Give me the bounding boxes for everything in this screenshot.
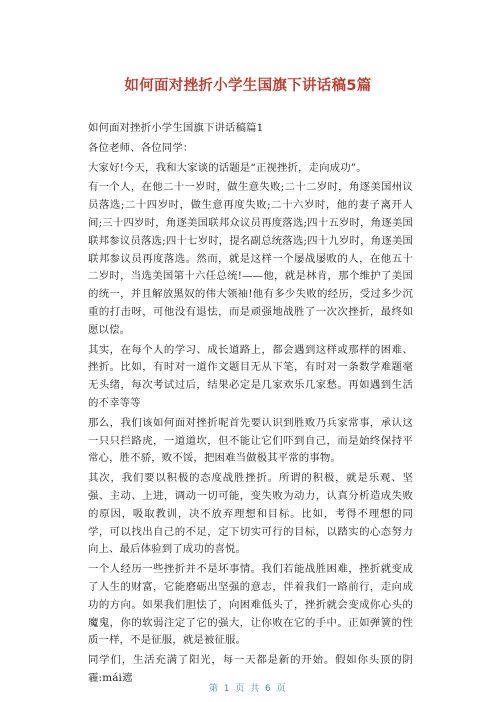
page-number: 第 1 页 共 6 页	[208, 684, 288, 694]
paragraph-closing: 同学们，生活充满了阳光，每一天都是新的开始。假如你头顶的阴霾:mái遮	[88, 654, 413, 684]
paragraph-subtitle: 如何面对挫折小学生国旗下讲话稿篇1	[88, 122, 264, 134]
paragraph-greeting: 各位老师、各位同学：	[88, 141, 194, 154]
paragraph-difficulties: 其实，在每个人的学习、成长道路上，都会遇到这样或那样的困难、挫折。比如，有时对一道作文题目无从下笔，有时对一条数学难题毫无头绪，每次考试过后，结果必定是几家欢乐几家愁。再如遇到生活的不幸等等	[88, 343, 413, 409]
paragraph-lincoln: 有一个人，在他二十一岁时，做生意失败;二十二岁时，角逐美国州议员落选;二十四岁时，做生意再度失败;二十六岁时，他的妻子离开人间;三十四岁时，角逐美国联邦众议员再度落选;四十五岁时，角逐美国联邦参议员落选;四十七岁时，提名副总统落选;四十九岁时，角逐美国联邦参议员再度落选。然而，就是这样一个屡战屡败的人，在他五十二岁时，当选美国第十六任总统!——他，就是林肯，那个维护了美国的统一，并且解放黑奴的伟大领袖!他有多少失败的经历，受过多少沉重的打击呀，可他没有退怯，而是顽强地战胜了一次次挫折，最终如愿以偿。	[88, 181, 413, 336]
document-body	[88, 120, 413, 690]
paragraph-topic: 大家好!今天，我和大家谈的话题是“正视挫折，走向成功”。	[88, 161, 367, 174]
paragraph-second: 其次，我们要以积极的态度战胜挫折。所谓的积极，就是乐观、坚强、主动、上进，调动一切可能，变失败为动力，认真分析造成失败的原因，吸取教训，决不放弃理想和目标。比如，考得不理想的同学，可以找出自己的不足，定下切实可行的目标，以踏实的心态努力向上、最后体验到了成功的喜悦。	[88, 472, 413, 556]
paragraph-first: 那么，我们该如何面对挫折呢首先要认识到胜败乃兵家常事，承认这一只只拦路虎，一道道坎，但不能让它们吓到自己，而是始终保持平常心，胜不骄，败不馁，把困难当做极其平常的事物。	[88, 416, 413, 465]
paragraph-setbacks: 一个人经历一些挫折并不是坏事情。我们若能战胜困难，挫折就变成了人生的财富，它能磨砺出坚强的意志，伴着我们一路前行，走向成功的方向。如果我们胆怯了，向困难低头了，挫折就会变成你心头的魔鬼，你的软弱注定了它的强大，让你败在它的手中。正如弹簧的性质一样，不是征服，就是被征服。	[88, 563, 413, 647]
page-title: 如何面对挫折小学生国旗下讲话稿5篇	[124, 78, 372, 94]
